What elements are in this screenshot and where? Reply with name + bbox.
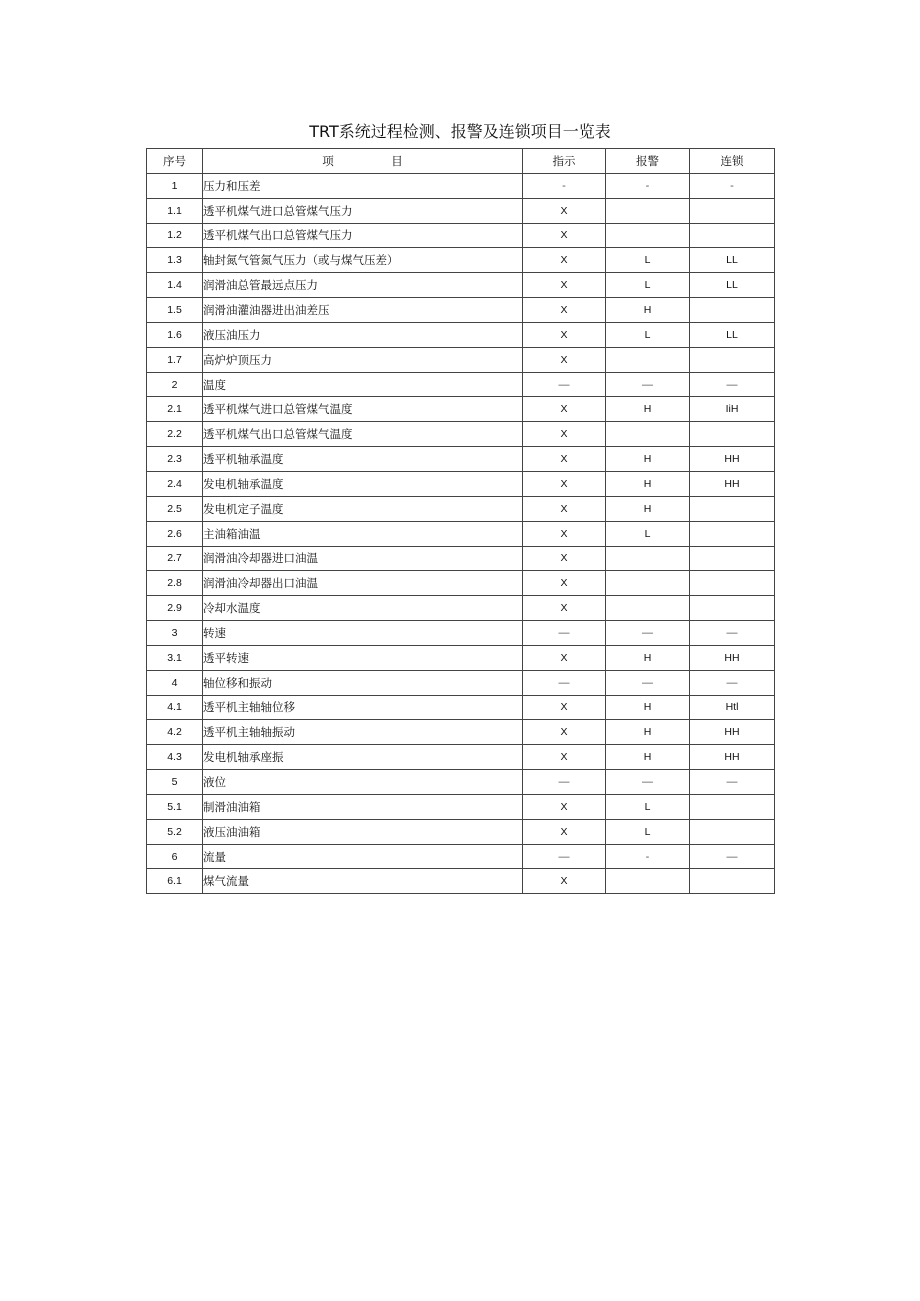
row-number-cell: 1.1 (147, 198, 203, 223)
row-item-cell: 冷却水温度 (203, 596, 523, 621)
row-interlock-cell: — (690, 670, 775, 695)
row-alarm-cell (606, 571, 690, 596)
row-indicate-cell: X (523, 447, 606, 472)
row-interlock-cell: — (690, 372, 775, 397)
row-item-cell: 温度 (203, 372, 523, 397)
row-alarm-cell: H (606, 745, 690, 770)
row-number-cell: 4 (147, 670, 203, 695)
row-interlock-cell: LL (690, 273, 775, 298)
row-alarm-cell (606, 223, 690, 248)
row-alarm-cell: H (606, 645, 690, 670)
row-number-cell: 2.1 (147, 397, 203, 422)
row-interlock-cell (690, 596, 775, 621)
row-alarm-cell: L (606, 794, 690, 819)
row-number-cell: 2.8 (147, 571, 203, 596)
table-row (147, 496, 775, 521)
row-number-cell: 6 (147, 844, 203, 869)
row-alarm-cell: - (606, 844, 690, 869)
table-row (147, 521, 775, 546)
header-no: 序号 (147, 149, 203, 174)
row-alarm-cell (606, 869, 690, 894)
table-row (147, 869, 775, 894)
row-interlock-cell (690, 546, 775, 571)
row-number-cell: 2 (147, 372, 203, 397)
row-number-cell: 3.1 (147, 645, 203, 670)
row-number-cell: 1.3 (147, 248, 203, 273)
row-item-cell: 透平机主轴轴位移 (203, 695, 523, 720)
table-row (147, 273, 775, 298)
row-alarm-cell: - (606, 173, 690, 198)
row-item-cell: 润滑油冷却器进口油温 (203, 546, 523, 571)
table-row (147, 745, 775, 770)
row-indicate-cell: X (523, 521, 606, 546)
row-item-cell: 煤气流量 (203, 869, 523, 894)
row-item-cell: 发电机轴承温度 (203, 471, 523, 496)
row-number-cell: 2.3 (147, 447, 203, 472)
table-row (147, 720, 775, 745)
row-item-cell: 发电机轴承座振 (203, 745, 523, 770)
row-indicate-cell: X (523, 695, 606, 720)
header-alarm: 报警 (606, 149, 690, 174)
table-header-row (147, 149, 775, 174)
row-alarm-cell: — (606, 372, 690, 397)
table-row (147, 546, 775, 571)
row-number-cell: 6.1 (147, 869, 203, 894)
row-interlock-cell: — (690, 844, 775, 869)
row-indicate-cell: — (523, 844, 606, 869)
row-item-cell: 透平转速 (203, 645, 523, 670)
row-indicate-cell: X (523, 198, 606, 223)
row-number-cell: 2.6 (147, 521, 203, 546)
row-interlock-cell (690, 521, 775, 546)
row-item-cell: 液压油油箱 (203, 819, 523, 844)
row-item-cell: 轴位移和振动 (203, 670, 523, 695)
table-row (147, 819, 775, 844)
row-item-cell: 压力和压差 (203, 173, 523, 198)
row-number-cell: 1.6 (147, 322, 203, 347)
row-number-cell: 2.4 (147, 471, 203, 496)
header-interlock: 连锁 (690, 149, 775, 174)
row-alarm-cell: H (606, 397, 690, 422)
table-row (147, 223, 775, 248)
row-indicate-cell: X (523, 347, 606, 372)
table-row (147, 471, 775, 496)
row-interlock-cell (690, 198, 775, 223)
row-alarm-cell: — (606, 670, 690, 695)
row-number-cell: 4.3 (147, 745, 203, 770)
row-interlock-cell: HH (690, 745, 775, 770)
row-interlock-cell: HH (690, 720, 775, 745)
row-item-cell: 发电机定子温度 (203, 496, 523, 521)
row-number-cell: 5.1 (147, 794, 203, 819)
table-row (147, 571, 775, 596)
row-interlock-cell: LL (690, 322, 775, 347)
document-title: TRT系统过程检测、报警及连锁项目一览表 (309, 122, 611, 141)
row-interlock-cell (690, 571, 775, 596)
row-indicate-cell: — (523, 670, 606, 695)
row-interlock-cell (690, 819, 775, 844)
table-row (147, 397, 775, 422)
row-item-cell: 润滑油灌油器进出油差压 (203, 298, 523, 323)
table-row (147, 645, 775, 670)
row-alarm-cell (606, 546, 690, 571)
row-interlock-cell: - (690, 173, 775, 198)
row-interlock-cell (690, 422, 775, 447)
row-item-cell: 制滑油油箱 (203, 794, 523, 819)
row-indicate-cell: X (523, 223, 606, 248)
row-interlock-cell (690, 347, 775, 372)
table-row (147, 844, 775, 869)
row-indicate-cell: X (523, 496, 606, 521)
table-row (147, 794, 775, 819)
row-alarm-cell (606, 347, 690, 372)
row-number-cell: 5 (147, 770, 203, 795)
row-indicate-cell: X (523, 248, 606, 273)
row-alarm-cell: L (606, 248, 690, 273)
row-alarm-cell: L (606, 819, 690, 844)
row-interlock-cell: Htl (690, 695, 775, 720)
row-indicate-cell: — (523, 372, 606, 397)
row-alarm-cell: H (606, 298, 690, 323)
table-row (147, 670, 775, 695)
row-indicate-cell: X (523, 645, 606, 670)
row-indicate-cell: X (523, 471, 606, 496)
row-alarm-cell: L (606, 273, 690, 298)
row-alarm-cell: H (606, 496, 690, 521)
row-item-cell: 透平机轴承温度 (203, 447, 523, 472)
row-indicate-cell: X (523, 273, 606, 298)
row-item-cell: 液位 (203, 770, 523, 795)
row-interlock-cell: — (690, 621, 775, 646)
row-alarm-cell: — (606, 621, 690, 646)
table-row (147, 422, 775, 447)
row-item-cell: 主油箱油温 (203, 521, 523, 546)
row-indicate-cell: X (523, 546, 606, 571)
header-item: 项 目 (203, 149, 523, 174)
row-indicate-cell: X (523, 397, 606, 422)
row-indicate-cell: X (523, 322, 606, 347)
row-alarm-cell: H (606, 471, 690, 496)
row-interlock-cell (690, 298, 775, 323)
row-alarm-cell (606, 596, 690, 621)
row-number-cell: 1.2 (147, 223, 203, 248)
row-alarm-cell: L (606, 521, 690, 546)
row-interlock-cell: HH (690, 447, 775, 472)
row-number-cell: 4.2 (147, 720, 203, 745)
row-item-cell: 透平机煤气进口总管煤气温度 (203, 397, 523, 422)
row-interlock-cell: — (690, 770, 775, 795)
row-indicate-cell: - (523, 173, 606, 198)
row-number-cell: 2.2 (147, 422, 203, 447)
table-row (147, 770, 775, 795)
row-alarm-cell: H (606, 695, 690, 720)
row-item-cell: 液压油压力 (203, 322, 523, 347)
row-item-cell: 高炉炉顶压力 (203, 347, 523, 372)
row-item-cell: 润滑油总管最远点压力 (203, 273, 523, 298)
row-alarm-cell: H (606, 720, 690, 745)
row-alarm-cell: L (606, 322, 690, 347)
row-alarm-cell (606, 198, 690, 223)
row-indicate-cell: X (523, 298, 606, 323)
table-row (147, 621, 775, 646)
row-indicate-cell: X (523, 869, 606, 894)
header-indicate: 指示 (523, 149, 606, 174)
row-item-cell: 转速 (203, 621, 523, 646)
row-item-cell: 流量 (203, 844, 523, 869)
table-row (147, 198, 775, 223)
row-alarm-cell: H (606, 447, 690, 472)
row-indicate-cell: — (523, 621, 606, 646)
row-item-cell: 透平机煤气进口总管煤气压力 (203, 198, 523, 223)
table-row (147, 372, 775, 397)
row-indicate-cell: — (523, 770, 606, 795)
row-interlock-cell: HH (690, 645, 775, 670)
row-item-cell: 透平机煤气出口总管煤气压力 (203, 223, 523, 248)
row-item-cell: 轴封氮气管氮气压力（或与煤气压差） (203, 248, 523, 273)
row-number-cell: 5.2 (147, 819, 203, 844)
table-row (147, 695, 775, 720)
row-number-cell: 2.9 (147, 596, 203, 621)
table-row (147, 248, 775, 273)
row-alarm-cell: — (606, 770, 690, 795)
row-number-cell: 1.5 (147, 298, 203, 323)
row-indicate-cell: X (523, 745, 606, 770)
row-indicate-cell: X (523, 596, 606, 621)
table-row (147, 298, 775, 323)
row-indicate-cell: X (523, 819, 606, 844)
row-number-cell: 4.1 (147, 695, 203, 720)
row-interlock-cell: IiH (690, 397, 775, 422)
row-alarm-cell (606, 422, 690, 447)
row-number-cell: 2.7 (147, 546, 203, 571)
row-interlock-cell (690, 794, 775, 819)
row-number-cell: 1.4 (147, 273, 203, 298)
row-number-cell: 2.5 (147, 496, 203, 521)
row-item-cell: 润滑油冷却器出口油温 (203, 571, 523, 596)
row-indicate-cell: X (523, 794, 606, 819)
table-row (147, 596, 775, 621)
row-indicate-cell: X (523, 720, 606, 745)
row-item-cell: 透平机煤气出口总管煤气温度 (203, 422, 523, 447)
row-number-cell: 3 (147, 621, 203, 646)
row-number-cell: 1.7 (147, 347, 203, 372)
table-row (147, 447, 775, 472)
table-body (147, 173, 775, 893)
row-interlock-cell (690, 223, 775, 248)
table-row (147, 347, 775, 372)
table-row (147, 173, 775, 198)
row-number-cell: 1 (147, 173, 203, 198)
row-interlock-cell: LL (690, 248, 775, 273)
row-interlock-cell: HH (690, 471, 775, 496)
row-indicate-cell: X (523, 422, 606, 447)
row-indicate-cell: X (523, 571, 606, 596)
items-table (146, 148, 775, 894)
row-item-cell: 透平机主轴轴振动 (203, 720, 523, 745)
row-interlock-cell (690, 869, 775, 894)
table-row (147, 322, 775, 347)
row-interlock-cell (690, 496, 775, 521)
